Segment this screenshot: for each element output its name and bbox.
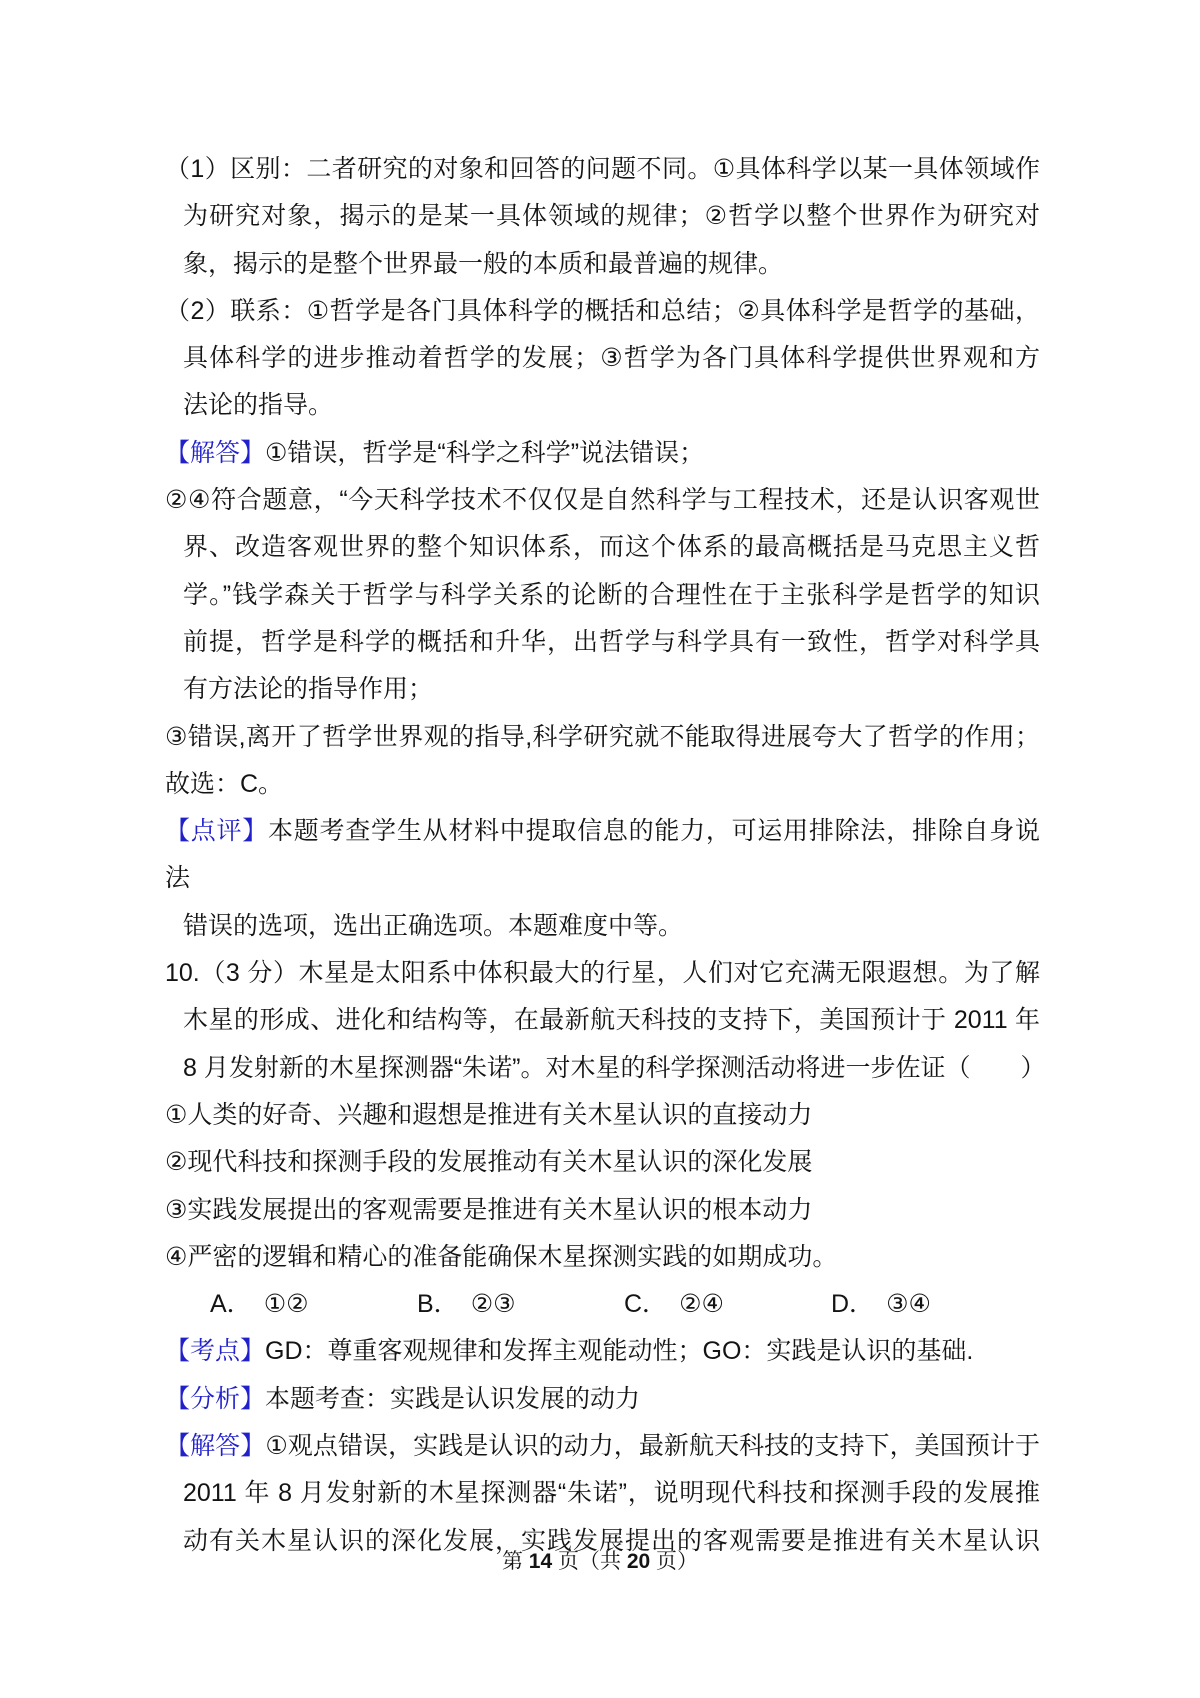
kaodian-label: 【考点】	[165, 1337, 266, 1366]
doc-line: （1）区别：二者研究的对象和回答的问题不同。①具体科学以某一具体领域作	[165, 155, 1040, 183]
option-letter: D．	[831, 1290, 875, 1319]
doc-line	[165, 1376, 1040, 1423]
doc-line: 为研究对象，揭示的是某一具体领域的规律；②哲学以整个世界作为研究对	[183, 202, 1040, 231]
doc-line: 学。”钱学森关于哲学与科学关系的论断的合理性在于主张科学是哲学的知识	[183, 580, 1040, 609]
option-values: ①②	[263, 1290, 309, 1319]
option-letter: A．	[210, 1290, 252, 1319]
line-text: 本题考查学生从材料中提取信息的能力，可运用排除法，排除自身说法	[165, 817, 1040, 893]
footer-text: 第	[501, 1550, 529, 1573]
doc-line: 具体科学的进步推动着哲学的发展；③哲学为各门具体科学提供世界观和方	[183, 344, 1040, 373]
option-values: ②③	[470, 1290, 516, 1319]
line-text: ①观点错误，实践是认识的动力，最新航天科技的支持下，美国预计于	[265, 1432, 1040, 1461]
doc-line: ③错误,离开了哲学世界观的指导,科学研究就不能取得进展夸大了哲学的作用；	[165, 722, 1040, 751]
options-row	[165, 1281, 1040, 1328]
page-number: 14	[528, 1550, 553, 1573]
question-10-line: 木星的形成、进化和结构等，在最新航天科技的支持下，美国预计于 2011 年	[183, 1006, 1040, 1035]
footer-text: 页）	[650, 1550, 699, 1573]
doc-line: （2）联系：①哲学是各门具体科学的概括和总结；②具体科学是哲学的基础，	[165, 296, 1040, 325]
doc-line: 象，揭示的是整个世界最一般的本质和最普遍的规律。	[183, 249, 784, 278]
doc-line: 2011 年 8 月发射新的木星探测器“朱诺”，说明现代科技和探测手段的发展推	[183, 1479, 1040, 1508]
page-footer	[0, 1544, 1200, 1580]
doc-line	[165, 430, 1040, 477]
option-values: ②④	[679, 1290, 724, 1319]
doc-line	[165, 1423, 1040, 1470]
option-a	[210, 1281, 417, 1328]
question-10-line: 10.（3 分）木星是太阳系中体积最大的行星，人们对它充满无限遐想。为了解	[165, 959, 1040, 988]
doc-line: 法论的指导。	[183, 391, 334, 420]
statement-4: ④严密的逻辑和精心的准备能确保木星探测实践的如期成功。	[165, 1242, 838, 1271]
doc-line: ②④符合题意，“今天科学技术不仅仅是自然科学与工程技术，还是认识客观世	[165, 486, 1040, 515]
doc-line	[165, 808, 1040, 903]
question-10-line: 8 月发射新的木星探测器“朱诺”。对木星的科学探测活动将进一步佐证（ ）	[183, 1053, 1046, 1082]
total-pages: 20	[626, 1550, 651, 1573]
line-text: GD：尊重客观规律和发挥主观能动性；GO：实践是认识的基础.	[265, 1337, 974, 1366]
doc-line	[165, 1328, 1040, 1375]
jieda-label: 【解答】	[165, 438, 266, 467]
doc-line: 错误的选项，选出正确选项。本题难度中等。	[183, 911, 684, 940]
option-letter: B．	[417, 1290, 459, 1319]
option-values: ③④	[886, 1290, 931, 1319]
document-body	[165, 146, 1046, 1565]
jieda-label: 【解答】	[165, 1432, 266, 1461]
doc-line: 前提，哲学是科学的概括和升华，出哲学与科学具有一致性，哲学对科学具	[183, 627, 1040, 656]
fenxi-label: 【分析】	[165, 1384, 266, 1413]
answer-choice-line: 故选：C。	[165, 769, 284, 798]
statement-1: ①人类的好奇、兴趣和遐想是推进有关木星认识的直接动力	[165, 1100, 813, 1129]
option-letter: C．	[624, 1290, 668, 1319]
line-text: ①错误，哲学是“科学之科学”说法错误；	[265, 438, 705, 467]
dianping-label: 【点评】	[165, 817, 269, 846]
statement-2: ②现代科技和探测手段的发展推动有关木星认识的深化发展	[165, 1148, 813, 1177]
footer-text: 页（共	[552, 1550, 627, 1573]
line-text: 本题考查：实践是认识发展的动力	[265, 1384, 641, 1413]
option-c	[624, 1281, 831, 1328]
doc-line: 界、改造客观世界的整个知识体系，而这个体系的最高概括是马克思主义哲	[183, 533, 1040, 562]
option-d	[831, 1281, 931, 1328]
doc-line: 有方法论的指导作用；	[183, 675, 434, 704]
doc-line: 动有关木星认识的深化发展，实践发展提出的客观需要是推进有关木星认识	[183, 1526, 1040, 1555]
statement-3: ③实践发展提出的客观需要是推进有关木星认识的根本动力	[165, 1195, 813, 1224]
option-b	[417, 1281, 624, 1328]
